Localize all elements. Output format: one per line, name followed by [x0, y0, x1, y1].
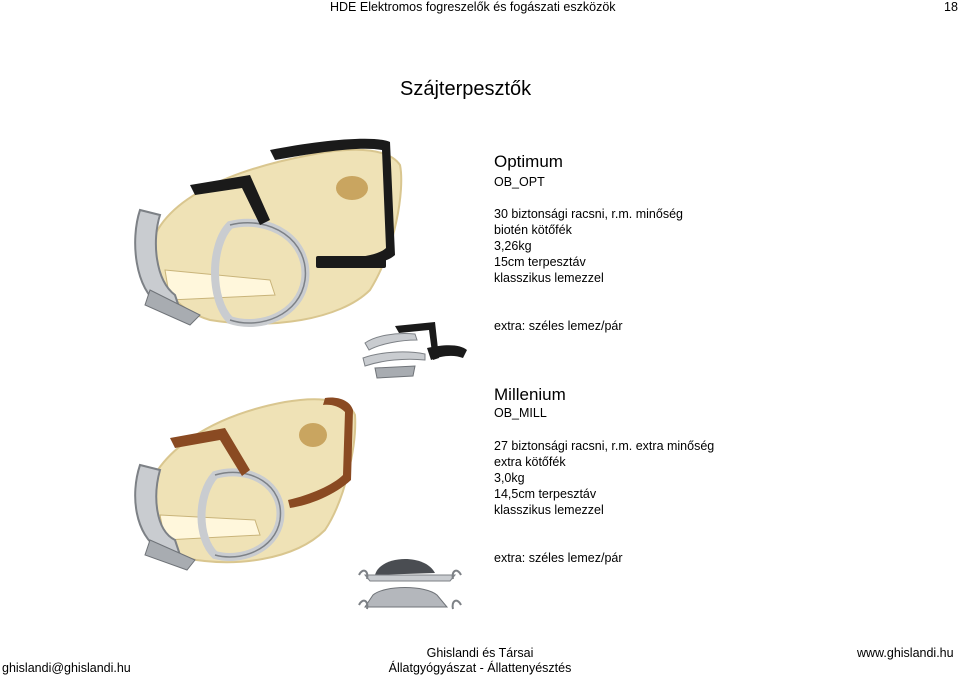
footer-tagline: Állatgyógyászat - Állattenyésztés [388, 661, 572, 675]
spec-list-millenium [494, 438, 714, 518]
spec-item: klasszikus lemezzel [494, 271, 604, 285]
product-code-millenium: OB_MILL [494, 406, 547, 420]
spec-item: 3,0kg [494, 471, 525, 485]
footer-website: www.ghislandi.hu [857, 646, 954, 660]
spec-item: 3,26kg [494, 239, 532, 253]
spec-item: extra kötőfék [494, 455, 566, 469]
footer-company: Ghislandi és Társai [426, 646, 534, 660]
page-number: 18 [944, 0, 958, 14]
spec-item: 30 biztonsági racsni, r.m. minőség [494, 207, 683, 221]
page-title: Szájterpesztők [400, 78, 532, 100]
spec-item: 15cm terpesztáv [494, 255, 586, 269]
footer-email: ghislandi@ghislandi.hu [2, 661, 131, 675]
document-header-title: HDE Elektromos fogreszelők és fogászati eszközök [330, 0, 616, 14]
spec-item: klasszikus lemezzel [494, 503, 604, 517]
millenium-mouth-gag-image [125, 390, 365, 575]
optimum-strap-thumbnail [355, 318, 470, 380]
spec-item: 14,5cm terpesztáv [494, 487, 597, 501]
product-name-optimum: Optimum [494, 152, 563, 171]
extra-note-millenium: extra: széles lemez/pár [494, 551, 623, 565]
spec-item: biotén kötőfék [494, 223, 572, 237]
extra-note-optimum: extra: széles lemez/pár [494, 319, 623, 333]
optimum-mouth-gag-image [120, 130, 420, 345]
millenium-plate-thumbnail [355, 545, 465, 620]
spec-list-optimum [494, 206, 683, 286]
product-name-millenium: Millenium [494, 385, 566, 404]
spec-item: 27 biztonsági racsni, r.m. extra minőség [494, 439, 715, 453]
product-code-optimum: OB_OPT [494, 175, 545, 189]
